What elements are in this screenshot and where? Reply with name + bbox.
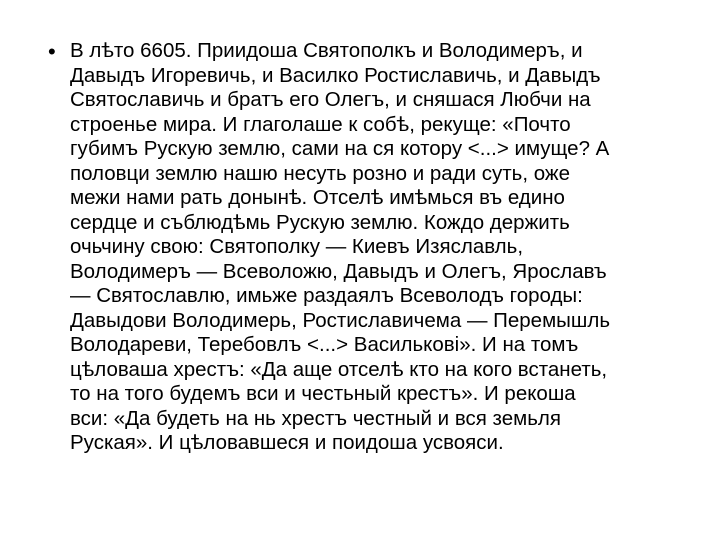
text-line-15: то на того будемъ вси и честьный крестъ». И рекоша bbox=[70, 382, 576, 405]
text-line-6: половци землю нашю несуть розно и ради суть, оже bbox=[70, 161, 571, 185]
text-line-17: Руская». И цѣловавшеся и поидоша усвояси. bbox=[70, 431, 504, 454]
text-line-9: очьчину свою: Святополку — Киевъ Изяславль, bbox=[70, 235, 524, 258]
text-line-11: — Святославлю, имьже раздаялъ Всеволодъ городы: bbox=[70, 284, 583, 307]
text-line-7: межи нами рать донынѣ. Отселѣ имѣмься въ едино bbox=[70, 186, 565, 209]
text-line-1: В лѣто 6605. Приидоша Святополкъ и Володимеръ, и bbox=[70, 39, 583, 62]
text-line-13: Володареви, Теребовлъ <...> Васильковi». И на томъ bbox=[70, 333, 579, 356]
bullet-paragraph bbox=[48, 39, 678, 456]
text-line-3: Святославичь и братъ его Олегъ, и сняшася Любчи на bbox=[70, 88, 591, 111]
text-line-4: строенье мира. И глаголаше к собѣ, рекуще: «Почто bbox=[70, 112, 571, 136]
text-line-2: Давыдъ Игоревичь, и Василко Ростиславичь, и Давыдъ bbox=[70, 63, 601, 87]
text-line-12: Давыдови Володимерь, Ростиславичема — Перемышль bbox=[70, 308, 610, 332]
bullet-marker: • bbox=[48, 39, 56, 64]
text-line-14: цѣловаша хрестъ: «Да аще отселѣ кто на кого встанеть, bbox=[70, 357, 608, 381]
paragraph-text bbox=[70, 39, 678, 456]
text-line-16: вси: «Да будеть на нь хрестъ честный и вся земьля bbox=[70, 406, 561, 430]
text-line-5: губимъ Рускую землю, сами на ся котору <...> имуще? А bbox=[70, 137, 610, 160]
text-line-8: сердце и съблюдѣмь Рускую землю. Кождо держить bbox=[70, 210, 570, 234]
text-line-10: Володимеръ — Всеволожю, Давыдъ и Олегъ, Ярославъ bbox=[70, 259, 607, 283]
